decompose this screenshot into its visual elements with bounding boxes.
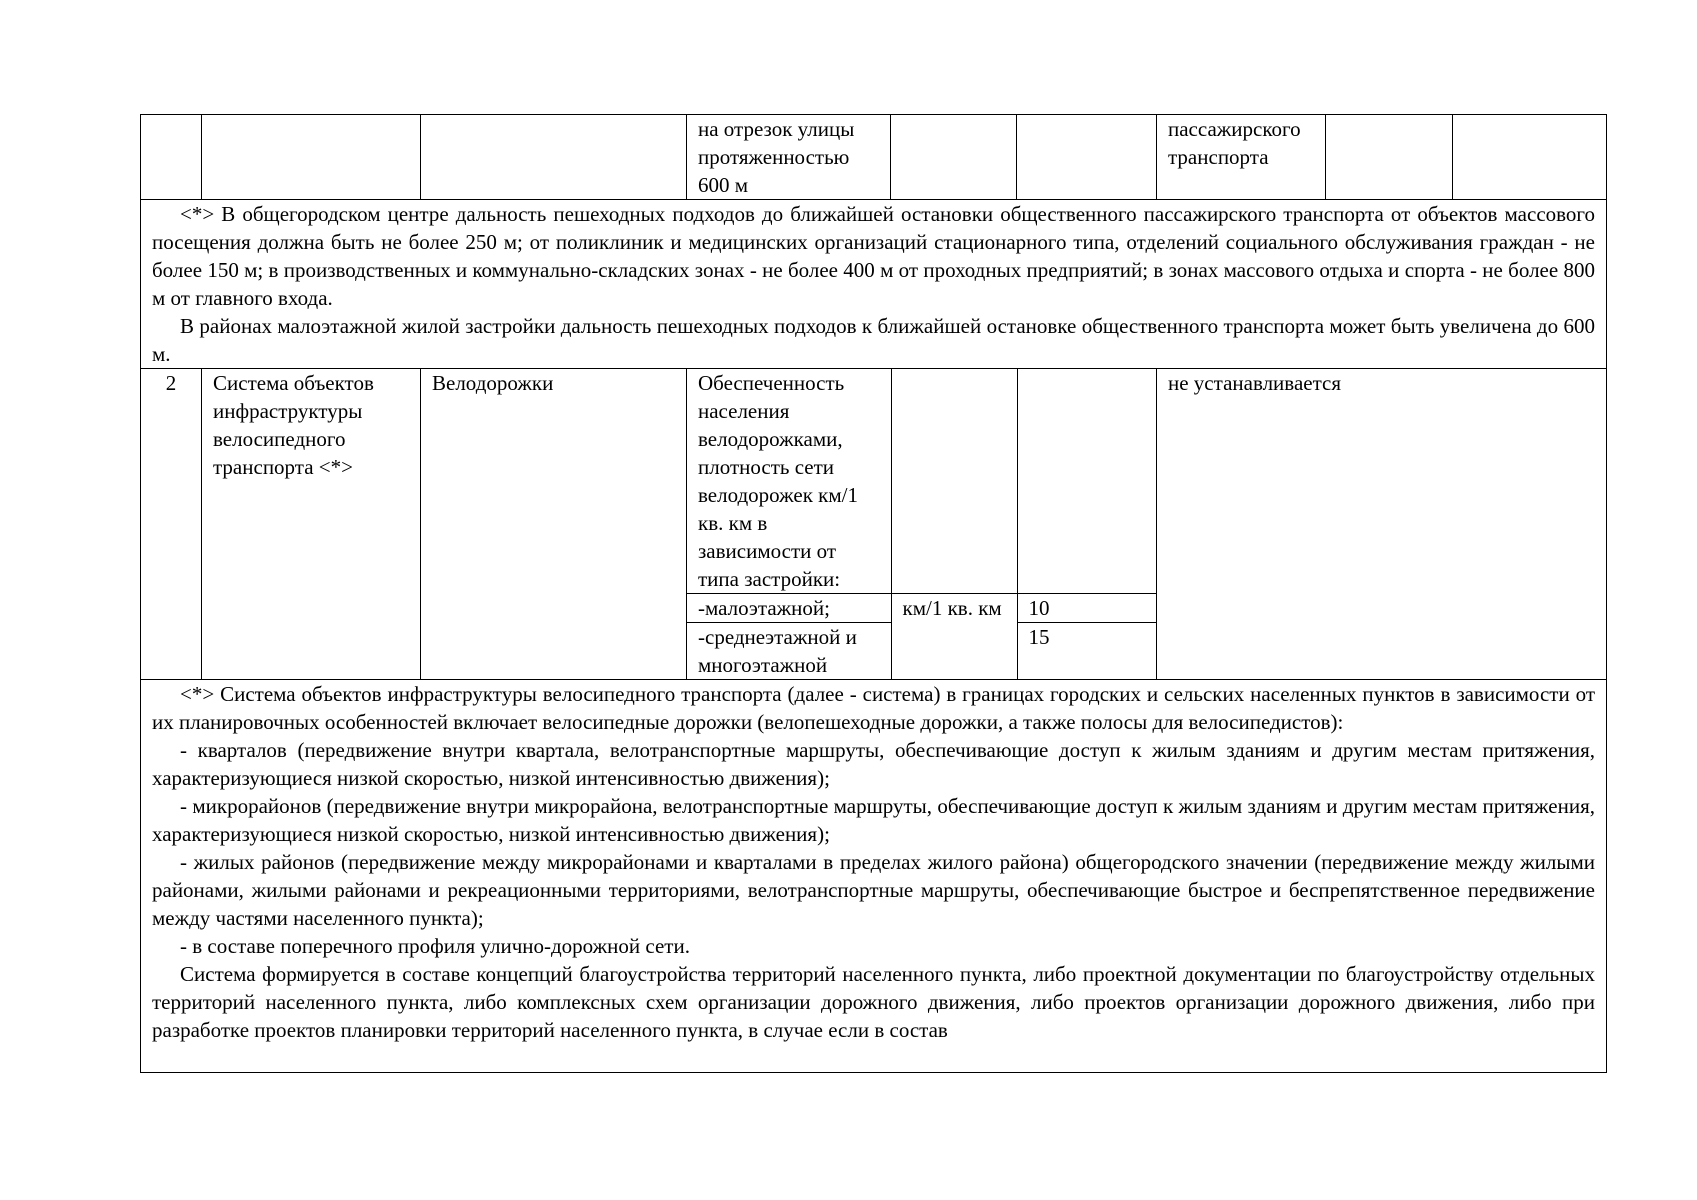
document-page [140,114,1606,1073]
system-name: Система объектов инфраструктуры велосипедного транспорта <*> [202,369,421,680]
accessibility-cell: не устанавливается [1157,369,1607,680]
footnote-paragraph: <*> Система объектов инфраструктуры велосипедного транспорта (далее - система) в границах городских и сельских населенных пунктов в зависимости от их планировочных особенностей включает велосипедные дорожки (велопешеходные дорожки, а также полосы для велосипедистов): [152,682,1595,734]
building-type-mid-high: -среднеэтажной и многоэтажной [687,623,891,680]
building-type-low: -малоэтажной; [698,596,830,620]
cell-access: пассажирского транспорта [1157,115,1326,200]
footnote-paragraph: <*> В общегородском центре дальность пешеходных подходов до ближайшей остановки общественного пассажирского транспорта от объектов массового посещения должна быть не более 250 м; от поликлиник и медицинских организаций стационарного типа, отделений социального обслуживания граждан - не более 150 м; в производственных и коммунально-складских зонах - не более 400 м от проходных предприятий; в зонах массового отдыха и спорта - не более 800 м от главного входа. [152,202,1595,310]
density-unit-blank [891,369,1017,594]
density-indicator: Обеспеченность населения велодорожками, плотность сети велодорожек км/1 кв. км в зависимости от типа застройки: [687,369,891,594]
note-row-1 [141,200,1607,369]
footnote-paragraph: Система формируется в составе концепций благоустройства территорий населенного пункта, либо проектной документации по благоустройству отдельных территорий населенного пункта, либо комплексных схем организации дорожного движения, либо проектов организации дорожного движения, либо при разработке проектов планировки территорий населенного пункта, в случае если в состав [152,962,1595,1042]
footnote-block [141,200,1607,369]
cell-unit [891,115,1017,200]
density-value-mid-high: 15 [1017,623,1157,680]
object-name: Велодорожки [421,369,687,680]
density-value-low: 10 [1028,596,1050,620]
cell-extra-1 [1326,115,1453,200]
cell-object [421,115,687,200]
density-unit: км/1 кв. км [891,594,1017,680]
density-block [687,369,1157,680]
row-number: 2 [141,369,202,680]
density-subtable [687,369,1157,679]
density-value-blank [1017,369,1157,594]
cell-number [141,115,202,200]
footnote-paragraph: В районах малоэтажной жилой застройки дальность пешеходных подходов к ближайшей остановке общественного транспорта может быть увеличена до 600 м. [152,314,1595,366]
cell-name [202,115,421,200]
standards-table [140,114,1607,1073]
table-row-continued [141,115,1607,200]
footnote-paragraph: - в составе поперечного профиля улично-дорожной сети. [180,934,690,958]
cell-value [1017,115,1157,200]
cell-indicator: на отрезок улицы протяженностью 600 м [687,115,891,200]
table-row-2 [141,369,1607,680]
cell-extra-2 [1453,115,1607,200]
note-row-2 [141,680,1607,1073]
footnote-block [141,680,1607,1073]
density-row-low [687,594,1157,623]
density-header-row [687,369,1157,594]
footnote-paragraph: - кварталов (передвижение внутри квартала, велотранспортные маршруты, обеспечивающие доступ к жилым зданиям и другим местам притяжения, характеризующиеся низкой скоростью, низкой интенсивностью движения); [152,738,1595,790]
footnote-paragraph: - жилых районов (передвижение между микрорайонами и кварталами в пределах жилого района) общегородского значении (передвижение между жилыми районами, жилыми районами и рекреационными территориями, велотранспортные маршруты, обеспечивающие быстрое и беспрепятственное передвижение между частями населенного пункта); [152,850,1595,930]
footnote-paragraph: - микрорайонов (передвижение внутри микрорайона, велотранспортные маршруты, обеспечивающие доступ к жилым зданиям и другим местам притяжения, характеризующиеся низкой скоростью, низкой интенсивностью движения); [152,794,1595,846]
